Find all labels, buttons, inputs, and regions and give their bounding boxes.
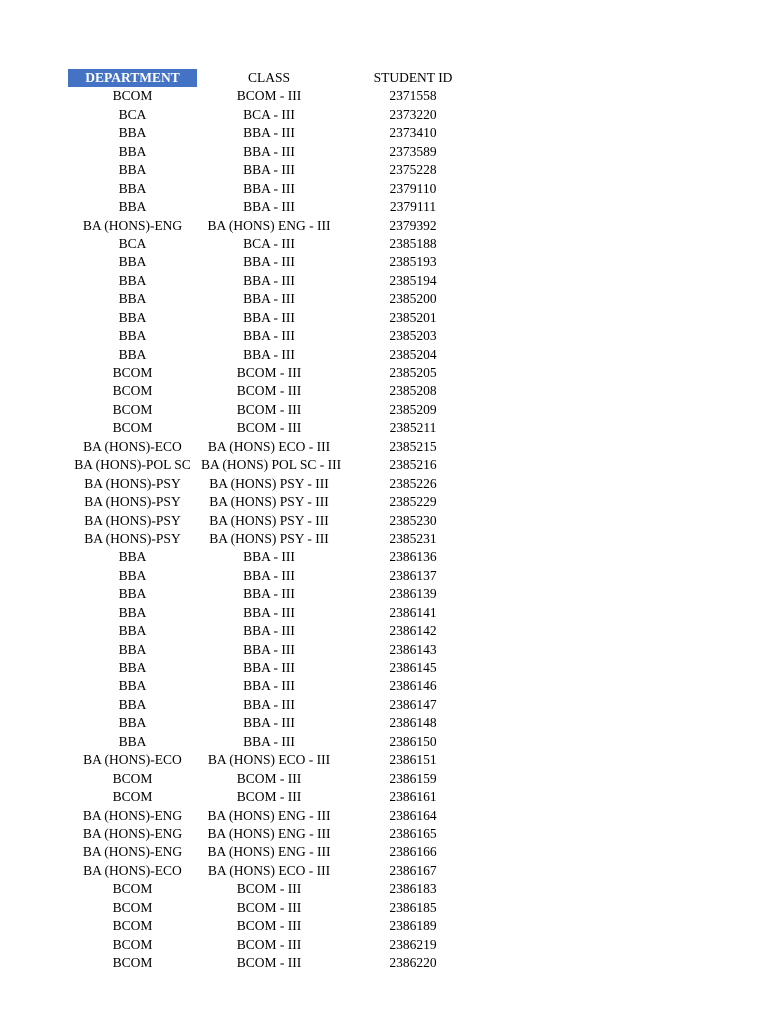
department-cell: BBA <box>118 328 147 344</box>
table-row <box>68 567 468 585</box>
department-cell: BCOM <box>112 955 153 970</box>
class-cell: BCOM - III <box>236 936 302 952</box>
student-id-cell: 2386141 <box>389 604 437 620</box>
class-cell: BBA - III <box>243 254 295 270</box>
student-id-cell: 2386150 <box>389 733 437 749</box>
department-cell: BBA <box>118 678 147 694</box>
class-cell: BBA - III <box>243 641 295 657</box>
department-cell: BCA <box>118 235 147 251</box>
table-row <box>68 880 468 898</box>
student-id-cell: 2386161 <box>389 789 437 805</box>
class-cell: BBA - III <box>243 604 295 620</box>
student-id-cell: 2386146 <box>389 678 437 694</box>
student-id-cell: 2386219 <box>389 936 437 952</box>
table-row <box>68 438 468 456</box>
table-row <box>68 87 468 105</box>
class-cell: BBA - III <box>243 623 295 639</box>
student-id-cell: 2386136 <box>389 549 437 565</box>
class-cell: BA (HONS) PSY - III <box>209 512 329 528</box>
class-cell: BBA - III <box>243 328 295 344</box>
table-row <box>68 364 468 382</box>
student-id-cell: 2386142 <box>389 623 437 639</box>
table-row <box>68 143 468 161</box>
class-cell: BBA - III <box>243 180 295 196</box>
class-cell: BBA - III <box>243 199 295 215</box>
student-id-cell: 2386220 <box>389 955 437 970</box>
table-row <box>68 917 468 935</box>
class-cell: BBA - III <box>243 309 295 325</box>
student-id-cell: 2385208 <box>389 383 437 399</box>
table-row <box>68 788 468 806</box>
table-row <box>68 530 468 548</box>
table-row <box>68 899 468 917</box>
table-row <box>68 346 468 364</box>
class-cell: BCOM - III <box>236 955 302 970</box>
table-row <box>68 714 468 732</box>
table-row <box>68 290 468 308</box>
department-cell: BA (HONS)-ENG <box>82 825 183 841</box>
department-cell: BBA <box>118 549 147 565</box>
table-row <box>68 235 468 253</box>
student-id-cell: 2386185 <box>389 899 437 915</box>
table-row <box>68 161 468 179</box>
student-id-cell: 2373589 <box>389 143 437 159</box>
department-cell: BA (HONS)-ECO <box>83 862 182 878</box>
class-cell: BA (HONS) PSY - III <box>209 530 329 546</box>
class-cell: BCOM - III <box>236 365 302 380</box>
table-row <box>68 401 468 419</box>
department-cell: BBA <box>118 199 147 215</box>
department-cell: BCOM <box>112 420 153 436</box>
department-cell: BBA <box>118 254 147 270</box>
table-row <box>68 475 468 493</box>
student-id-cell: 2386137 <box>389 567 437 583</box>
class-cell: BCOM - III <box>236 88 302 104</box>
table-row <box>68 272 468 290</box>
class-cell: BBA - III <box>243 733 295 749</box>
class-cell: BBA - III <box>243 125 295 141</box>
student-id-cell: 2379110 <box>389 180 437 196</box>
student-id-cell: 2386159 <box>389 770 437 786</box>
table-row <box>68 585 468 603</box>
department-cell: BBA <box>118 567 147 583</box>
student-id-cell: 2379392 <box>389 217 437 233</box>
class-cell: BBA - III <box>243 143 295 159</box>
table-row <box>68 807 468 825</box>
student-id-cell: 2385203 <box>389 328 437 344</box>
class-cell: BBA - III <box>243 549 295 565</box>
class-cell: BA (HONS) ENG - III <box>207 217 331 233</box>
student-id-cell: 2386166 <box>389 844 437 860</box>
department-cell: BCA <box>118 106 147 122</box>
class-cell: BBA - III <box>243 567 295 583</box>
student-id-cell: 2386139 <box>389 586 437 602</box>
table-row <box>68 180 468 198</box>
table-row <box>68 954 468 972</box>
class-cell: BCOM - III <box>236 789 302 805</box>
student-id-cell: 2385205 <box>389 365 437 380</box>
department-cell: BBA <box>118 309 147 325</box>
department-cell: BCOM <box>112 88 153 104</box>
table-row <box>68 936 468 954</box>
department-cell: BBA <box>118 346 147 362</box>
class-cell: BBA - III <box>243 162 295 178</box>
department-cell: BCOM <box>112 770 153 786</box>
student-id-cell: 2386183 <box>389 881 437 897</box>
student-id-cell: 2385211 <box>389 420 437 436</box>
table-row <box>68 198 468 216</box>
table-body <box>68 87 468 972</box>
department-cell: BCOM <box>112 365 153 380</box>
department-column-header: DEPARTMENT <box>68 69 197 87</box>
student-id-cell: 2385204 <box>389 346 437 362</box>
table-row <box>68 217 468 235</box>
class-cell: BCOM - III <box>236 383 302 399</box>
department-cell: BBA <box>118 696 147 712</box>
table-row <box>68 253 468 271</box>
class-cell: BA (HONS) ENG - III <box>207 807 331 823</box>
department-cell: BBA <box>118 162 147 178</box>
student-id-cell: 2375228 <box>389 162 437 178</box>
class-cell: BBA - III <box>243 660 295 675</box>
department-cell: BBA <box>118 715 147 731</box>
department-cell: BBA <box>118 660 147 675</box>
department-cell: BBA <box>118 641 147 657</box>
class-cell: BCOM - III <box>236 770 302 786</box>
table-row <box>68 327 468 345</box>
table-row <box>68 751 468 769</box>
table-row <box>68 770 468 788</box>
department-cell: BCOM <box>112 789 153 805</box>
table-row <box>68 512 468 530</box>
class-cell: BBA - III <box>243 272 295 288</box>
student-id-cell: 2386147 <box>389 696 437 712</box>
table-row <box>68 382 468 400</box>
table-row <box>68 677 468 695</box>
table-row <box>68 733 468 751</box>
student-id-cell: 2385194 <box>389 272 437 288</box>
department-cell: BA (HONS)-POL SC <box>74 457 191 473</box>
department-cell: BBA <box>118 143 147 159</box>
department-cell: BCOM <box>112 401 153 417</box>
class-cell: BA (HONS) ECO - III <box>207 438 331 454</box>
table-row <box>68 419 468 437</box>
department-cell: BBA <box>118 125 147 141</box>
class-cell: BA (HONS) PSY - III <box>209 475 329 491</box>
department-cell: BBA <box>118 586 147 602</box>
department-cell: BA (HONS)-ENG <box>82 844 183 860</box>
department-cell: BBA <box>118 272 147 288</box>
table-row <box>68 641 468 659</box>
student-id-cell: 2386143 <box>389 641 437 657</box>
class-cell: BBA - III <box>243 715 295 731</box>
department-cell: BA (HONS)-ENG <box>82 807 183 823</box>
department-cell: BA (HONS)-ECO <box>83 752 182 768</box>
class-cell: BBA - III <box>243 291 295 307</box>
student-id-cell: 2385231 <box>389 530 437 546</box>
student-id-cell: 2385216 <box>389 457 437 473</box>
table-row <box>68 659 468 677</box>
student-id-cell: 2386148 <box>389 715 437 731</box>
student-id-cell: 2385209 <box>389 401 437 417</box>
table-row <box>68 862 468 880</box>
department-cell: BCOM <box>112 899 153 915</box>
department-cell: BA (HONS)-PSY <box>84 512 181 528</box>
table-row <box>68 548 468 566</box>
class-cell: BBA - III <box>243 678 295 694</box>
department-cell: BBA <box>118 180 147 196</box>
class-cell: BA (HONS) PSY - III <box>209 494 329 510</box>
student-id-cell: 2386189 <box>389 918 437 934</box>
class-cell: BA (HONS) ECO - III <box>207 752 331 768</box>
class-cell: BCA - III <box>243 235 295 251</box>
department-cell: BBA <box>118 291 147 307</box>
class-cell: BCOM - III <box>236 881 302 897</box>
class-cell: BA (HONS) ECO - III <box>207 862 331 878</box>
table-row <box>68 106 468 124</box>
class-cell: BCA - III <box>243 106 295 122</box>
student-id-column-header: STUDENT ID <box>373 70 453 85</box>
department-cell: BA (HONS)-PSY <box>84 475 181 491</box>
student-id-cell: 2385188 <box>389 235 437 251</box>
class-cell: BCOM - III <box>236 420 302 436</box>
student-id-cell: 2373220 <box>389 106 437 122</box>
department-cell: BBA <box>118 623 147 639</box>
table-row <box>68 622 468 640</box>
class-cell: BA (HONS) ENG - III <box>207 825 331 841</box>
student-id-cell: 2385229 <box>389 494 437 510</box>
department-cell: BBA <box>118 733 147 749</box>
student-id-cell: 2385226 <box>389 475 437 491</box>
class-cell: BBA - III <box>243 696 295 712</box>
student-id-cell: 2386145 <box>389 660 437 675</box>
student-table <box>68 69 468 972</box>
student-id-cell: 2386165 <box>389 825 437 841</box>
class-cell: BCOM - III <box>236 899 302 915</box>
class-cell: BA (HONS) ENG - III <box>207 844 331 860</box>
table-row <box>68 124 468 142</box>
student-id-cell: 2385200 <box>389 291 437 307</box>
table-row <box>68 696 468 714</box>
student-id-cell: 2386164 <box>389 807 437 823</box>
department-cell: BA (HONS)-PSY <box>84 494 181 510</box>
class-cell: BBA - III <box>243 586 295 602</box>
table-header-row <box>68 69 468 87</box>
student-id-cell: 2373410 <box>389 125 437 141</box>
student-id-cell: 2385215 <box>389 438 437 454</box>
department-cell: BCOM <box>112 383 153 399</box>
department-cell: BCOM <box>112 881 153 897</box>
student-id-cell: 2385230 <box>389 512 437 528</box>
student-id-cell: 2386151 <box>389 752 437 768</box>
table-row <box>68 843 468 861</box>
table-row <box>68 309 468 327</box>
student-id-cell: 2371558 <box>389 88 437 104</box>
table-row <box>68 825 468 843</box>
student-id-cell: 2385201 <box>389 309 437 325</box>
class-cell: BCOM - III <box>236 918 302 934</box>
department-cell: BA (HONS)-PSY <box>84 530 181 546</box>
table-row <box>68 456 468 474</box>
department-cell: BCOM <box>112 936 153 952</box>
department-cell: BA (HONS)-ECO <box>83 438 182 454</box>
table-row <box>68 604 468 622</box>
department-cell: BCOM <box>112 918 153 934</box>
class-column-header: CLASS <box>247 70 291 85</box>
department-cell: BA (HONS)-ENG <box>82 217 183 233</box>
class-cell: BBA - III <box>243 346 295 362</box>
class-cell: BA (HONS) POL SC - III <box>201 457 342 473</box>
student-id-cell: 2386167 <box>389 862 437 878</box>
student-id-cell: 2379111 <box>389 199 437 215</box>
department-cell: BBA <box>118 604 147 620</box>
table-row <box>68 493 468 511</box>
student-id-cell: 2385193 <box>389 254 437 270</box>
class-cell: BCOM - III <box>236 401 302 417</box>
